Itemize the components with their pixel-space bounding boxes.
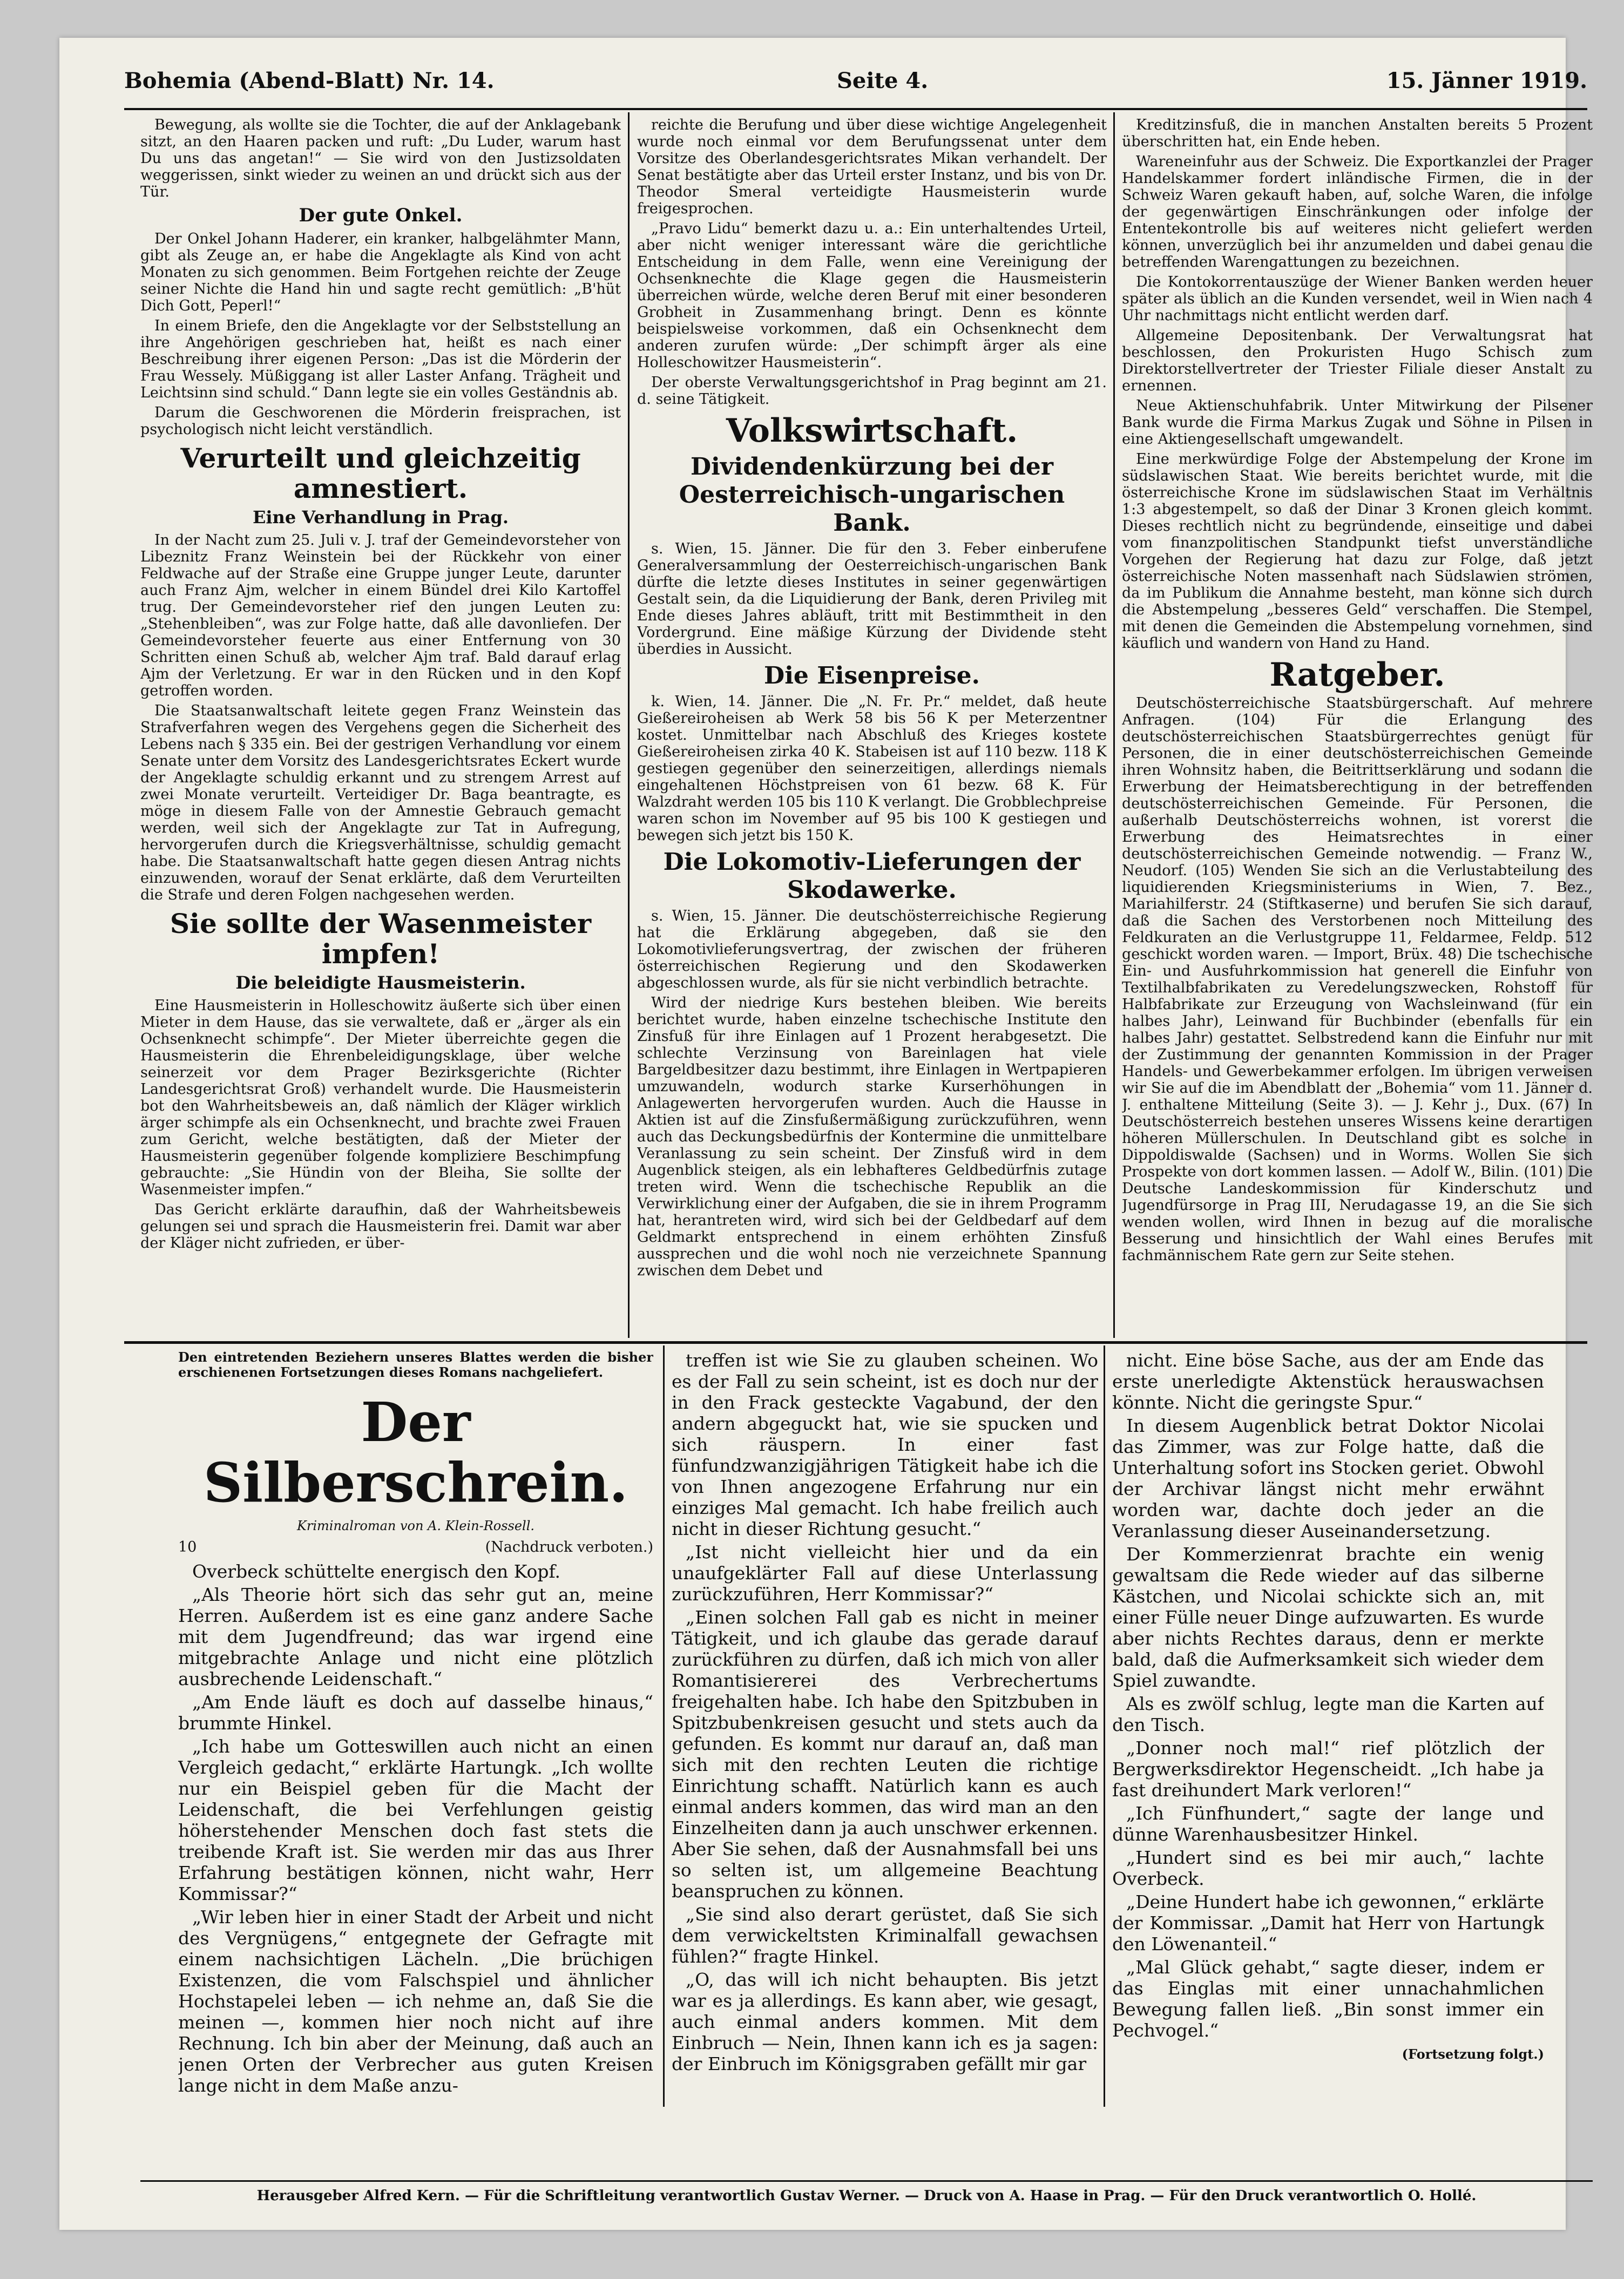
column-economy [637, 117, 1107, 1337]
article-text: Die Staatsanwaltschaft leitete gegen Franz Weinstein das Strafverfahren wegen des Vergehens gegen die Sicherheit des Lebens nach § 335 ein. Bei der gestrigen Verhandlung vor einem Senate unter dem Vorsitz des Landesgerichtsrates Eckert wurde der Angeklagte schuldig erkannt und zu strengem Arrest auf zwei Monate verurteilt. Verteidiger Dr. Baga beantragte, es möge in diesem Falle von der Amnestie Gebrauch gemacht werden, weil sich der Angeklagte zur Tat in Aufregung, hervorgerufen durch die Kriegsverhältnisse, schuldig gemacht habe. Die Staatsanwaltschaft hatte gegen diesen Antrag nichts einzuwenden, worauf der Senat erklärte, daß dem Verurteilten die Strafe und deren Folgen nachgesehen werden. [140, 702, 621, 903]
article-text: Der oberste Verwaltungsgerichtshof in Prag beginnt am 21. d. seine Tätigkeit. [637, 374, 1107, 408]
serial-column-2 [672, 1350, 1098, 2106]
serial-text: Der Kommerzienrat brachte ein wenig gewaltsam die Rede wieder auf das silberne Kästchen, und Nicolai schickte sich an, mit einer Fülle neuer Dinge aufzuwarten. Es wurde aber nichts Rechtes daraus, denn er merkte bald, daß die Aufmerksamkeit sich wieder dem Spiel zuwandte. [1112, 1544, 1544, 1691]
serial-text: „Sie sind also derart gerüstet, daß Sie sich dem verwickeltsten Kriminalfall gewachsen fühlen?“ fragte Hinkel. [672, 1904, 1098, 1967]
footer-rule [140, 2180, 1593, 2182]
subhead-verhandlung: Eine Verhandlung in Prag. [253, 507, 509, 528]
headline-verurteilt: Verurteilt und gleichzeitig amnestiert. [180, 442, 581, 504]
serial-text: „Ist nicht vielleicht hier und da ein unaufgeklärter Fall auf diese Unterlassung zurückzuführen, Herr Kommissar?“ [672, 1541, 1098, 1605]
section-title-ratgeber: Ratgeber. [1269, 656, 1445, 694]
column-courts [140, 117, 621, 1337]
article-text: k. Wien, 14. Jänner. Die „N. Fr. Pr.“ meldet, daß heute Gießereiroheisen ab Werk 58 bis 56 K per Meterzentner kostet. Unmittelbar nach Abschluß des Krieges kostete Gießereiroheisen zirka 40 K. Stabeisen ist auf 110 bezw. 118 K gestiegen gegenüber den seinerzeitigen, allerdings niemals eingehaltenen Höchstpreisen von 61 bezw. 68 K. Für Walzdraht werden 105 bis 110 K verlangt. Die Grobblechpreise waren schon im November auf 95 bis 100 K gestiegen und bewegen sich jetzt bis 150 K. [637, 693, 1107, 844]
serial-title: Der Silberschrein. [203, 1390, 628, 1514]
article-text: Das Gericht erklärte daraufhin, daß der Wahrheitsbeweis gelungen sei und sprach die Hausmeisterin frei. Damit war aber der Kläger nicht zufrieden, er über- [140, 1201, 621, 1252]
column-advice [1122, 117, 1593, 1337]
article-text: Darum die Geschworenen die Mörderin freisprachen, ist psychologisch nicht leicht verständlich. [140, 404, 621, 438]
article-text: Neue Aktienschuhfabrik. Unter Mitwirkung der Pilsener Bank wurde die Firma Markus Zugak und Söhne in Pilsen in eine Aktiengesellschaft umgewandelt. [1122, 397, 1593, 448]
serial-reprint-note: (Nachdruck verboten.) [485, 1539, 653, 1556]
serial-text: „Einen solchen Fall gab es nicht in meiner Tätigkeit, und ich glaube das gerade darauf zurückführen zu dürfen, daß ich mich von aller Romantisiererei des Verbrechertums freigehalten habe. Ich habe den Spitzbuben in Spitzbubenkreisen gesucht und stets auch da gefunden. Es kommt nur darauf an, daß man sich mit den rechten Leuten die richtige Einrichtung schafft. Natürlich kann es auch einmal anders kommen, das wird man an den Einzelheiten dann ja auch unschwer erkennen. Aber Sie sehen, daß der Ausnahmsfall bei uns so selten ist, um allgemeine Beachtung beanspruchen zu können. [672, 1607, 1098, 1902]
serial-text: „Am Ende läuft es doch auf dasselbe hinaus,“ brummte Hinkel. [178, 1692, 653, 1734]
serial-column-1 [178, 1350, 653, 2106]
article-text: Kreditzinsfuß, die in manchen Anstalten bereits 5 Prozent überschritten hat, ein Ende heben. [1122, 117, 1593, 150]
article-text: s. Wien, 15. Jänner. Die für den 3. Feber einberufene Generalversammlung der Oesterreichisch-ungarischen Bank dürfte die letzte dieses Institutes in seiner gegenwärtigen Gestalt sein, da die Liquidierung der Bank, deren Privileg mit Ende dieses Jahres abläuft, tritt mit Bestimmtheit in den Vordergrund. Eine mäßige Kürzung der Dividende steht überdies in Aussicht. [637, 540, 1107, 658]
article-text: Der Onkel Johann Haderer, ein kranker, halbgelähmter Mann, gibt als Zeuge an, er habe die Angeklagte als Kind von acht Monaten zu sich genommen. Beim Fortgehen reichte der Zeuge seiner Nichte die Hand hin und sagte recht gemütlich: „B'hüt Dich Gott, Peperl!“ [140, 231, 621, 314]
headline-eisenpreise: Die Eisenpreise. [764, 662, 980, 689]
serial-text: nicht. Eine böse Sache, aus der am Ende das erste unerledigte Aktenstück herauswachsen könnte. Nicht die geringste Spur.“ [1112, 1350, 1544, 1413]
serial-text: „Deine Hundert habe ich gewonnen,“ erklärte der Kommissar. „Damit hat Herr von Hartungk den Löwenanteil.“ [1112, 1891, 1544, 1955]
serial-text: „Als Theorie hört sich das sehr gut an, meine Herren. Außerdem ist es eine ganz andere Sache mit dem Jugendfreund; das war irgend eine mitgebrachte Anlage und nicht eine plötzlich ausbrechende Leidenschaft.“ [178, 1584, 653, 1689]
serial-text: Als es zwölf schlug, legte man die Karten auf den Tisch. [1112, 1693, 1544, 1735]
serial-text: „Wir leben hier in einer Stadt der Arbeit und nicht des Vergnügens,“ entgegnete der Gefragte mit einem nachsichtigen Lächeln. „Die brüchigen Existenzen, die vom Falschspiel und ähnlicher Hochstapelei leben — ich nehme an, daß Sie die meinen —, kommen hier noch nicht auf ihre Rechnung. Ich bin aber der Meinung, daß auch an jenen Orten der Verbrecher aus guten Kreisen lange nicht in dem Maße anzu- [178, 1906, 653, 2096]
headline-wasenmeister: Sie sollte der Wasenmeister impfen! [170, 908, 592, 970]
article-text: Bewegung, als wollte sie die Tochter, die auf der Anklagebank sitzt, an den Haaren packen und ruft: „Du Luder, warum hast Du uns das angetan!“ — Sie wird von den Justizsoldaten weggerissen, sinkt wieder zu weinen an und drückt sich aus der Tür. [140, 117, 621, 200]
article-text: Deutschösterreichische Staatsbürgerschaft. Auf mehrere Anfragen. (104) Für die Erlangung des deutschösterreichischen Staatsbürgerrechtes genügt für Personen, die in einer deutschösterreichischen Gemeinde ihren Wohnsitz haben, die Beitrittserklärung und sodann die Erwerbung der Heimatsberechtigung in der betreffenden deutschösterreichischen Gemeinde. Für Personen, die außerhalb Deutschösterreichs wohnen, ist vorerst die Erwerbung des Heimatsrechtes in einer deutschösterreichischen Gemeinde notwendig. — Franz W., Neudorf. (105) Wenden Sie sich an die Verlustabteilung des liquidierenden Kriegsministeriums in Wien, 7. Bez., Mariahilferstr. 24 (Stiftkaserne) und berufen Sie sich darauf, daß die Sachen des Verstorbenen noch Mitteilung des Feldkuraten an die Verlustgruppe 11, Feldarmee, Feldp. 512 geschickt worden waren. — Import, Brüx. 48) Die tschechische Ein- und Ausfuhrkommission hat generell die Einfuhr von Textilhalbfabrikaten zu Veredelungszwecken, Rohstoff für Halbfabrikate zur Erzeugung von Wachsleinwand (für ein halbes Jahr), Leinwand für Buchbinder (ebenfalls für ein halbes Jahr) gestattet. Selbstredend kann die Einfuhr nur mit der Zustimmung der genannten Kommission in der Prager Handels- und Gewerbekammer erfolgen. Im übrigen verweisen wir Sie auf die im Abendblatt der „Bohemia“ vom 11. Jänner d. J. enthaltene Mitteilung (Seite 3). — J. Kehr j., Dux. (67) In Deutschösterreich bestehen unseres Wissens keine derartigen höheren Müllerschulen. In Deutschland gibt es solche in Dippoldiswalde (Sachsen) und in Worms. Wollen Sie sich Prospekte von dort kommen lassen. — Adolf W., Bilin. (101) Die Deutsche Landeskommission für Kinderschutz und Jugendfürsorge in Prag III, Nerudagasse 19, an die Sie sich wenden wollen, wird Ihnen in bezug auf die moralische Besserung und hinsichtlich der Wahl eines Berufes mit fachmännischem Rate gern zur Seite stehen. [1122, 695, 1593, 1264]
article-text: Wird der niedrige Kurs bestehen bleiben. Wie bereits berichtet wurde, haben einzelne tschechische Institute den Zinsfuß für ihre Einlagen auf 1 Prozent herabgesetzt. Die schlechte Verzinsung von Bareinlagen hat viele Bargeldbesitzer dazu bestimmt, ihre Einlagen in Wertpapieren umzuwandeln, wodurch starke Kurserhöhungen in Anlagewerten hervorgerufen wurden. Auch die Hausse in Aktien ist auf die Zinsfußermäßigung zurückzuführen, wenn auch das Deckungsbedürfnis der Kontermine die unmittelbare Veranlassung zu sein scheint. Der Zinsfuß wird in dem Augenblick steigen, als ein lebhafteres Geldbedürfnis zutage treten wird. Wenn die tschechische Republik an die Verwirklichung einer der Aufgaben, die sie in ihrem Programm hat, herantreten wird, wird sich bei der Geldbedarf auf dem Geldmarkt entsprechend in einem erhöhten Zinsfuß aussprechen und die wohl noch nie verzeichnete Spannung zwischen dem Debet und [637, 995, 1107, 1279]
serial-text: „Donner noch mal!“ rief plötzlich der Bergwerksdirektor Hegenscheidt. „Ich habe ja fast dreihundert Mark verloren!“ [1112, 1737, 1544, 1801]
serial-text: In diesem Augenblick betrat Doktor Nicolai das Zimmer, was zur Folge hatte, daß die Unterhaltung sofort ins Stocken geriet. Obwohl der Archivar längst nicht mehr erwähnt worden war, dachte doch jeder an die Veranlassung dieser Auseinandersetzung. [1112, 1415, 1544, 1541]
serial-text: „Ich habe um Gotteswillen auch nicht an einen Vergleich gedacht,“ erklärte Hartungk. „Ich wollte nur ein Beispiel geben für die Macht der Leidenschaft, die bei Verfehlungen geistig höherstehender Menschen doch fast stets die treibende Kraft ist. Sie werden mir das aus Ihrer Erfahrung bestätigen können, nicht wahr, Herr Kommissar?“ [178, 1736, 653, 1904]
serial-text: „Ich Fünfhundert,“ sagte der lange und dünne Warenhausbesitzer Hinkel. [1112, 1803, 1544, 1845]
serial-author: Kriminalroman von A. Klein-Rossell. [296, 1518, 535, 1533]
serial-rule-1 [663, 1345, 665, 2107]
serial-chapter-number: 10 [178, 1539, 197, 1556]
serial-column-3 [1112, 1350, 1544, 2106]
subheading-onkel: Der gute Onkel. [299, 205, 463, 226]
serial-text: „O, das will ich nicht behaupten. Bis jetzt war es ja allerdings. Es kann aber, wie gesagt, auch einmal anders kommen. Mit dem Einbruch — Nein, Ihnen kann ich es ja sagen: der Einbruch im Königsgraben gefällt mir gar [672, 1969, 1098, 2074]
column-rule-2 [1113, 112, 1115, 1338]
page-header [124, 64, 1587, 102]
header-rule [124, 108, 1587, 110]
article-text: s. Wien, 15. Jänner. Die deutschösterreichische Regierung hat die Erklärung abgegeben, daß sie den Lokomotivlieferungsvertrag, der zwischen der früheren österreichischen Regierung und den Skodawerken abgeschlossen wurde, als für sie nicht verbindlich betrachte. [637, 908, 1107, 991]
section-rule [124, 1341, 1587, 1344]
column-rule-1 [628, 112, 630, 1338]
serial-text: Overbeck schüttelte energisch den Kopf. [192, 1561, 561, 1582]
serial-text: treffen ist wie Sie zu glauben scheinen. Wo es der Fall zu sein scheint, ist es doch nur der in den Frack gesteckte Vagabund, der den andern abgeguckt hat, wie sie spucken und sich räuspern. In einer fast fünfundzwanzigjährigen Tätigkeit habe ich die von Ihnen angezogene Erfahrung nur ein einziges Mal gemacht. Ich habe freilich auch nicht in dieser Richtung gesucht.“ [672, 1350, 1098, 1539]
section-title-volkswirtschaft: Volkswirtschaft. [726, 412, 1018, 450]
serial-text: „Mal Glück gehabt,“ sagte dieser, indem er das Einglas mit einer unnachahmlichen Bewegung fallen ließ. „Bin sonst immer ein Pechvogel.“ [1112, 1957, 1544, 2041]
article-text: Eine merkwürdige Folge der Abstempelung der Krone im südslawischen Staat. Wie bereits berichtet wurde, mit die österreichische Krone im südslawischen Staat im Verhältnis 1:3 abgestempelt, so daß der Dinar 3 Kronen gleich kommt. Dieses rechtlich nicht zu begründende, einseitige und dabei vom finanzpolitischen Standpunkt tiefst unverständliche Vorgehen der Regierung hat dazu zur Folge, daß jetzt österreichische Noten massenhaft nach Südslawien strömen, da im Publikum die Annahme besteht, man könne sich durch die Abstempelung „besseres Geld“ verschaffen. Die Stempel, mit denen die Gemeinden die Abstempelung vornehmen, sind käuflich und wandern von Hand zu Hand. [1122, 451, 1593, 652]
serial-text: „Hundert sind es bei mir auch,“ lachte Overbeck. [1112, 1847, 1544, 1889]
header-center: Seite 4. [837, 68, 929, 93]
serial-continuation: (Fortsetzung folgt.) [1402, 2046, 1544, 2062]
article-text: Wareneinfuhr aus der Schweiz. Die Exportkanzlei der Prager Handelskammer fordert inländische Firmen, die in der Schweiz Waren gekauft haben, auf, solche Waren, die infolge der gegenwärtigen Einschränkungen oder infolge der Ententekontrolle bis auf weiteres nicht geliefert werden können, unverzüglich bei ihr anzumelden und dabei genau die betreffenden Warengattungen zu bezeichnen. [1122, 153, 1593, 270]
header-left: Bohemia (Abend-Blatt) Nr. 14. [124, 68, 495, 93]
headline-lokomotiv: Die Lokomotiv-Lieferungen der Skodawerke. [663, 848, 1081, 904]
header-right: 15. Jänner 1919. [1386, 68, 1587, 93]
article-text: In der Nacht zum 25. Juli v. J. traf der Gemeindevorsteher von Libeznitz Franz Weinstein bei der Rückkehr von einer Feldwache auf der Straße eine Gruppe junger Leute, darunter auch Franz Ajm, welcher in einem Bündel drei Kilo Kartoffel trug. Der Gemeindevorsteher rief den jungen Leuten zu: „Stehenbleiben“, was zur Folge hatte, daß alle davonliefen. Der Gemeindevorsteher feuerte aus einer Entfernung von 30 Schritten einen Schuß ab, welcher Ajm traf. Bald darauf erlag Ajm der Verletzung. Er war in den Rücken und in den Kopf getroffen worden. [140, 532, 621, 699]
headline-dividende: Dividendenkürzung bei der Oesterreichisch-ungarischen Bank. [679, 453, 1065, 537]
article-text: Die Kontokorrentauszüge der Wiener Banken werden heuer später als üblich an die Kunden versendet, weil in Wien nach 4 Uhr nachmittags nicht entlicht werden darf. [1122, 274, 1593, 324]
serial-chapter-row [178, 1539, 653, 1556]
article-text: reichte die Berufung und über diese wichtige Angelegenheit wurde noch einmal vor dem Berufungssenat unter dem Vorsitze des Oberlandesgerichtsrates Mikan verhandelt. Der Senat bestätigte aber das Urteil erster Instanz, und bis von Dr. Theodor Smeral verteidigte Hausmeisterin wurde freigesprochen. [637, 117, 1107, 217]
serial-rule-2 [1104, 1345, 1105, 2107]
article-text: „Pravo Lidu“ bemerkt dazu u. a.: Ein unterhaltendes Urteil, aber nicht weniger interessant wäre die gerichtliche Entscheidung in dem Falle, wenn eine Vereinigung der Ochsenknechte die Klage gegen die Hausmeisterin überreichen würde, welche deren Beruf mit einer besonderen Grobheit in Zusammenhang bringt. Denn es könnte beispielsweise vorkommen, daß ein Ochsenknecht dem anderen zurufen würde: „Der schimpft ärger als eine Holleschowitzer Hausmeisterin“. [637, 220, 1107, 371]
article-text: Allgemeine Depositenbank. Der Verwaltungsrat hat beschlossen, den Prokuristen Hugo Schisch zum Direktorstellvertreter der Triester Filiale dieser Anstalt zu ernennen. [1122, 327, 1593, 394]
imprint-footer: Herausgeber Alfred Kern. — Für die Schriftleitung verantwortlich Gustav Werner. — Druck von A. Haase in Prag. — Für den Druck verantwortlich O. Hollé. [256, 2188, 1477, 2204]
article-text: Eine Hausmeisterin in Holleschowitz äußerte sich über einen Mieter in dem Hause, das sie verwaltete, daß er „ärger als ein Ochsenknecht schimpfe“. Der Mieter überreichte gegen die Hausmeisterin die Ehrenbeleidigungsklage, über welche seinerzeit vor dem Prager Bezirksgerichte (Richter Landesgerichtsrat Groß) verhandelt wurde. Die Hausmeisterin bot den Wahrheitsbeweis an, daß nämlich der Kläger wirklich ärger schimpfe als ein Ochsenknecht, und brachte zwei Frauen zum Gericht, welche bestätigten, daß der Mieter der Hausmeisterin gegenüber folgende kompliziere Beschimpfung gebrauchte: „Sie Hündin von der Bleiha, Sie sollte der Wasenmeister impfen.“ [140, 997, 621, 1198]
article-text: In einem Briefe, den die Angeklagte vor der Selbststellung an ihre Angehörigen geschrieben hat, heißt es nach einer Beschreibung ihrer eigenen Person: „Das ist die Mörderin der Frau Wessely. Müßiggang ist aller Laster Anfang. Trägheit und Leichtsinn sind schuld.“ Dann legte sie ein volles Geständnis ab. [140, 317, 621, 401]
subhead-hausmeisterin: Die beleidigte Hausmeisterin. [235, 972, 526, 993]
serial-note: Den eintretenden Beziehern unseres Blattes werden die bisher erschienenen Fortsetzungen dieses Romans nachgeliefert. [178, 1350, 653, 1380]
